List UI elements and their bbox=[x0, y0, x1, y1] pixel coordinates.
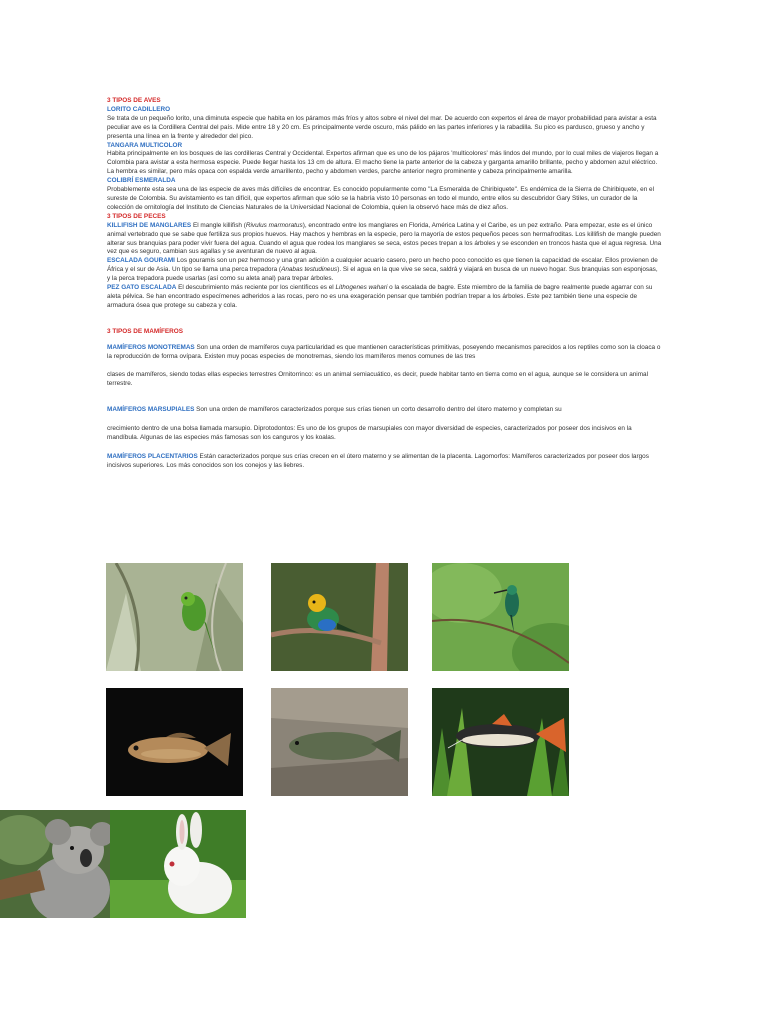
lorito-title: LORITO CADILLERO bbox=[107, 105, 171, 113]
gourami-text-2: ). Si el agua en la que vive se seca, saldrá y viajará en busca de un nuevo hogar. Sus branquias son esponjosas, y la perca trepadora puede usarlas (así como su aleta anal) para trepar árboles. bbox=[107, 266, 658, 283]
pezgato-text-1: El descubrimiento más reciente por los científicos es el bbox=[178, 284, 336, 292]
document-body bbox=[107, 90, 662, 471]
pezgato-scientific: Lithogenes wahari bbox=[335, 284, 388, 292]
marsupiales-text: Son una orden de mamíferos caracterizados porque sus crías tienen un corto desarrollo dentro del útero materno y completan su bbox=[194, 406, 562, 414]
pezgato-title: PEZ GATO ESCALADA bbox=[107, 284, 177, 292]
koala-photo bbox=[0, 810, 111, 918]
lorito-photo bbox=[106, 563, 243, 671]
marsupiales-text-cont: crecimiento dentro de una bolsa llamada marsupio. Diprotodontos: Es uno de los grupos de marsupiales con mayor diversidad de especies, caracterizados por poseer dos incisivos en la mandíbula. Algunas de las especies más famosas son los canguros y los koalas. bbox=[107, 425, 632, 442]
killifish-paragraph bbox=[107, 222, 662, 258]
tangara-photo bbox=[271, 563, 408, 671]
mammals-heading: 3 TIPOS DE MAMÍFEROS bbox=[107, 327, 183, 335]
killifish-scientific: Rivulus marmoratus bbox=[245, 221, 303, 229]
colibri-text: Probablemente esta sea una de las especie de aves más difíciles de encontrar. Es conocido popularmente como "La Esmeralda de Chiribiquete". Es endémica de la Sierra de Chiribiquete, en el sureste de Colombia. Su avistamiento es tan difícil, que expertos afirman que sólo se la habría visto 10 personas en todo el mundo, entre ellos su descubridor Gary Stiles, un curador de la colección de ornitología del Instituto de Ciencias Naturales de la Universidad Nacional de Colombia, quien la observó hace más de diez años. bbox=[107, 186, 654, 211]
monotremas-text: Son una orden de mamíferos cuya particularidad es que mantienen características primitivas, poseyendo mecanismos parecidos a los reptiles como son la cloaca o la reproducción de forma ovípara. Existen muy pocas especies de monotremas, siendo los mamíferos menos comunes de las tres bbox=[107, 343, 661, 360]
rabbit-photo bbox=[110, 810, 246, 918]
fish-heading: 3 TIPOS DE PECES bbox=[107, 212, 166, 220]
colibri-title: COLIBRÍ ESMERALDA bbox=[107, 177, 176, 185]
birds-heading: 3 TIPOS DE AVES bbox=[107, 97, 161, 104]
monotremas-paragraph bbox=[107, 344, 662, 362]
monotremas-text-cont: clases de mamíferos, siendo todas ellas especies terrestres Ornitorrinco: es un animal semiacuático, es decir, puede habitar tanto en tierra como en el agua, aunque se le considera un animal terrestre. bbox=[107, 371, 649, 388]
gourami-paragraph bbox=[107, 257, 662, 284]
tangara-title: TANGARA MULTICOLOR bbox=[107, 141, 183, 149]
killifish-photo bbox=[106, 688, 243, 796]
placentarios-title: MAMÍFEROS PLACENTARIOS bbox=[107, 453, 198, 460]
gourami-scientific: Anabas testudineus bbox=[281, 266, 338, 274]
gourami-text-1: Los gouramis son un pez hermoso y una gran adición a cualquier acuario casero, pero un hecho poco conocido es que tienen la capacidad de escalar. Ellos provienen de África y el sur de Asia. Un tipo se llama una perca trepadora ( bbox=[107, 257, 658, 274]
marsupiales-title: MAMÍFEROS MARSUPIALES bbox=[107, 406, 195, 414]
marsupiales-paragraph bbox=[107, 406, 662, 415]
killifish-text-2: ), encontrado entre los manglares en Florida, América Latina y el Caribe, es un pez extraño. Para empezar, este es el único animal vertebrado que se sabe que fertiliza sus propios huevos. Hay machos y hembras en la especie, pero la mayoría de estos pequeños peces son hermafroditas. Los killifish de mangle pueden alterar sus branquias para poder vivir fuera del agua. Cuando el agua que rodea los manglares se seca, estos peces trepan a los árboles y se esconden en troncos hasta que el agua regresa. Una vez que es seguro, cambian sus agallas y se aventuran de nuevo al agua. bbox=[107, 221, 662, 256]
gourami-title: ESCALADA GOURAMI bbox=[107, 257, 175, 265]
tangara-text: Habita principalmente en los bosques de las cordilleras Central y Occidental. Expertos afirman que es uno de los pájaros 'multicolores' más lindos del mundo, por lo cual miles de viajeros llegan a Colombia para avistar a esta hermosa especie. Puede llegar hasta los 13 cm de altura. El macho tiene la parte anterior de la cabeza y garganta amarillo brillante, pecho y abdomen azul eléctrico. La hembra es similar, pero más opaca con espalda verde amarillento, pecho y abdomen verdes, parche anterior negro prominente y cabeza principalmente amarilla. bbox=[107, 150, 659, 176]
killifish-title: KILLIFISH DE MANGLARES bbox=[107, 221, 192, 229]
gourami-photo bbox=[271, 688, 408, 796]
pezgato-paragraph bbox=[107, 284, 662, 311]
lorito-text: Se trata de un pequeño lorito, una diminuta especie que habita en los páramos más fríos y altos sobre el nivel del mar. De acuerdo con expertos el área de mayor probabilidad para avistar a esta peculiar ave es la Cordillera Central del país. Mide entre 18 y 20 cm. Es principalmente verde oscuro, más pálido en las partes inferiores y la rabadilla. Su pico es pardusco, grueso y ancho y presenta una línea en la frente y alrededor del pico. bbox=[107, 114, 657, 140]
colibri-photo bbox=[432, 563, 569, 671]
pezgato-text-2: o la escalada de bagre. Este miembro de la familia de bagre realmente puede agarrar con su aleta pélvica. Se han encontrado especímenes adheridos a las rocas, pero no es una exageración pensar que también podrían trepar a los árboles. Este pez también tiene una especie de armadura ósea que protege su cabeza y cola. bbox=[107, 284, 653, 309]
catfish-photo bbox=[432, 688, 569, 796]
monotremas-title: MAMÍFEROS MONOTREMAS bbox=[107, 343, 195, 351]
placentarios-paragraph bbox=[107, 453, 662, 471]
placentarios-text: Están caracterizados porque sus crías crecen en el útero materno y se alimentan de la placenta. Lagomorfos: Mamíferos caracterizados por poseer dos largos incisivos superiores. Los más conocidos son los conejos y las liebres. bbox=[107, 453, 649, 469]
killifish-text-1: El mangle killifish ( bbox=[192, 221, 246, 229]
